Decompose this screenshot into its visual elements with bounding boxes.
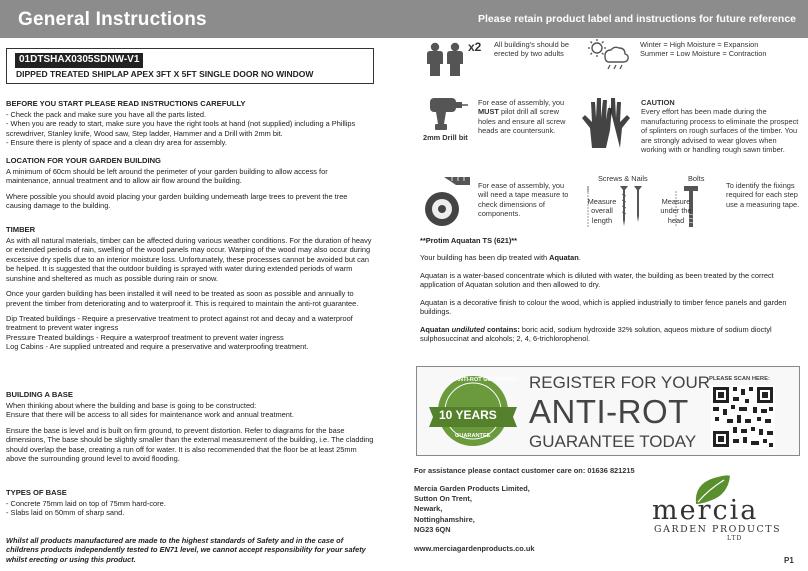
- page-number: P1: [784, 556, 794, 565]
- gloves-icon: [578, 94, 634, 148]
- types-body: - Concrete 75mm laid on top of 75mm hard-core. - Slabs laid on 50mm of sharp sand.: [6, 498, 166, 518]
- tape-text: For ease of assembly, you will need a tape measure to check dimensions of components.: [478, 181, 569, 219]
- address-line: NG23 6QN: [414, 524, 451, 534]
- types-section: [6, 488, 374, 524]
- base-heading: BUILDING A BASE: [6, 390, 73, 399]
- qr-code-icon[interactable]: [711, 385, 775, 449]
- address-line: Newark,: [414, 504, 443, 514]
- register-banner[interactable]: [416, 366, 800, 456]
- product-title: DIPPED TREATED SHIPLAP APEX 3FT X 5FT SINGLE DOOR NO WINDOW: [16, 69, 314, 79]
- website-link[interactable]: www.merciagardenproducts.co.uk: [414, 544, 535, 553]
- location-heading: LOCATION FOR YOUR GARDEN BUILDING: [6, 156, 161, 165]
- location-p2: Where possible you should avoid placing your garden building underneath large trees to prevent the tree causing damage to the building.: [6, 191, 348, 211]
- before-start-heading: BEFORE YOU START PLEASE READ INSTRUCTIONS CAREFULLY: [6, 99, 246, 108]
- register-line-2: ANTI-ROT: [529, 393, 689, 430]
- brand-name: mercia: [652, 495, 759, 526]
- drill-icon: [424, 94, 468, 134]
- caution-block: [641, 98, 803, 155]
- weather-icon: [585, 38, 633, 70]
- two-people-icon: [424, 42, 466, 76]
- caution-heading: CAUTION: [641, 98, 675, 107]
- two-adults-text: All building's should be erected by two adults: [494, 40, 569, 59]
- register-line-1: REGISTER FOR YOUR: [529, 373, 711, 392]
- base-p2: Ensure the base is level and is built on firm ground, to prevent distortion. Refer to diagrams for the base dimensions, The base should be slightly smaller than the external measurement of the building, i.e. The cladding should overlap the base, creating a run off for water. It is also recommended that the floor be at least 25mm above the surrounding ground level to avoid flooding.: [6, 425, 374, 464]
- drill-bit-label: 2mm Drill bit: [423, 133, 468, 142]
- before-start-section: [6, 99, 374, 154]
- timber-p2: Once your garden building has been installed it will need to be treated as soon as possible and annually to prevent the timber from deteriorating and to waterproof it. This is required to maintain the anti-rot guarantee.: [6, 289, 359, 308]
- protim-p1-post: .: [578, 253, 581, 263]
- x2-label: x2: [468, 40, 482, 54]
- tape-measure-icon: [422, 175, 472, 229]
- drill-text: [478, 98, 570, 136]
- protim-p1-bold: Aquatan: [549, 253, 579, 263]
- protim-section: [420, 236, 800, 352]
- drill-text-post: pilot drill all screw holes and ensure all screw heads are countersunk.: [478, 107, 566, 136]
- register-line-3: GUARANTEE TODAY: [529, 432, 697, 451]
- address-block: [414, 484, 530, 535]
- drill-text-pre: For ease of assembly, you: [478, 98, 565, 107]
- product-code: 01DTSHAX0305SDNW-V1: [15, 53, 143, 68]
- page-title: General Instructions: [18, 9, 207, 30]
- header-note: Please retain product label and instructions for future reference: [478, 13, 796, 25]
- protim-heading: **Protim Aquatan TS (621)**: [420, 236, 518, 245]
- timber-section: [6, 225, 374, 358]
- badge-years-text: 10 YEARS: [439, 408, 497, 422]
- measure-length-text: Measure overall length: [587, 197, 617, 225]
- protim-p1: [420, 253, 800, 262]
- product-box: [6, 48, 374, 84]
- protim-p4-rest: boric acid, sodium hydroxide 32% solution, aqueos mixture of sodium dioctyl sulphosuccinat and alcohols; 2, 4, 6-trichlorophenol.: [420, 324, 772, 344]
- location-p1: A minimum of 60cm should be left around the perimeter of your garden building to allow access for maintenance, annual treatment and to allow air flow around the building.: [6, 166, 328, 186]
- badge-bottom-text: GUARANTEE: [455, 433, 491, 439]
- protim-p2: Aquatan is a water-based concentrate which is diluted with water, the building as been treated by the correct application of Aquatan solution and then allowed to dry.: [420, 270, 774, 290]
- caution-body: Every effort has been made during the manufacturing process to eliminate the prospect of splinters on rough surfaces of the timber. You are strongly advised to wear gloves when working with or handling rough sawn timber.: [641, 107, 799, 155]
- measure-head-text: Measure under the head: [660, 197, 692, 225]
- safety-note: Whilst all products manufactured are made to the highest standards of Safety and in the case of childrens products independently tested to EN71 level, we cannot accept responsibility for your safety whilst erecting or using this product.: [6, 536, 366, 564]
- brand-ltd: LTD: [727, 535, 743, 542]
- protim-p4-bold1: Aquatan: [420, 324, 450, 334]
- protim-p4-italic: undiluted: [451, 324, 485, 334]
- timber-heading: TIMBER: [6, 225, 36, 234]
- weather-line-1: Winter = High Moisture = Expansion: [640, 40, 759, 49]
- identify-fixings-text: To identify the fixings required for each step use a measuring tape.: [726, 181, 800, 209]
- base-p1: When thinking about where the building and base is going to be constructed: Ensure that there will be access to all sides for maintenance work and annual treatment.: [6, 400, 294, 420]
- protim-p3: Aquatan is a decorative finish to colour the wood, which is applied industrially to timber fence panels and garden buildings.: [420, 297, 787, 317]
- scan-label: PLEASE SCAN HERE:: [709, 376, 770, 382]
- badge-top-text: ANTI-ROT GUARANTEE: [455, 377, 519, 383]
- contact-line: For assistance please contact customer care on: 01636 821215: [414, 466, 635, 475]
- timber-p1: As with all natural materials, timber can be affected during various weather conditions. For the duration of heavy or extended periods of rain, swelling of the wood panels may occur. Warping of the wood may also occur during excessive dry spells due to an interior moisture loss. Unfortunately, these processes cannot be avoided but can be helped. It is suggested that the outdoor building is sprayed with water during extended periods of warm sunshine and sheltered as much as possible during rain or snow.: [6, 235, 372, 283]
- protim-p1-pre: Your building has been dip treated with: [420, 253, 548, 263]
- brand-tagline: GARDEN PRODUCTS: [654, 524, 782, 535]
- protim-p4: [420, 325, 800, 344]
- address-line: Mercia Garden Products Limited,: [414, 484, 530, 493]
- screws-label: Screws & Nails: [598, 174, 648, 183]
- location-section: [6, 156, 374, 217]
- protim-p4-bold2: contains:: [486, 324, 520, 334]
- drill-text-must: MUST: [478, 107, 499, 117]
- address-line: Nottinghamshire,: [414, 514, 475, 524]
- before-start-body: - Check the pack and make sure you have all the parts listed. - When you are ready to start, make sure you have the right tools at hand (not supplied) including a Phillips screwdriver, Stanley knife, Wood saw, Step ladder, Hammer and a Drill with 2mm bit. - Ensure there is plenty of space and a clean dry area for assembly.: [6, 109, 356, 148]
- timber-p3: Dip Treated buildings - Require a preservative treatment to protect against rot and decay and a waterproof treatment to prevent water ingress Pressure Treated buildings - Require a waterproof treatment to prevent water ingress Log Cabins - Are supplied untreated and require a preservative and waterproofing treatment.: [6, 314, 353, 352]
- base-section: [6, 390, 374, 470]
- weather-line-2: Summer = Low Moisture = Contraction: [640, 49, 767, 58]
- address-line: Sutton On Trent,: [414, 494, 472, 504]
- header-bar: [0, 0, 808, 38]
- types-heading: TYPES OF BASE: [6, 488, 67, 497]
- bolts-label: Bolts: [688, 174, 705, 183]
